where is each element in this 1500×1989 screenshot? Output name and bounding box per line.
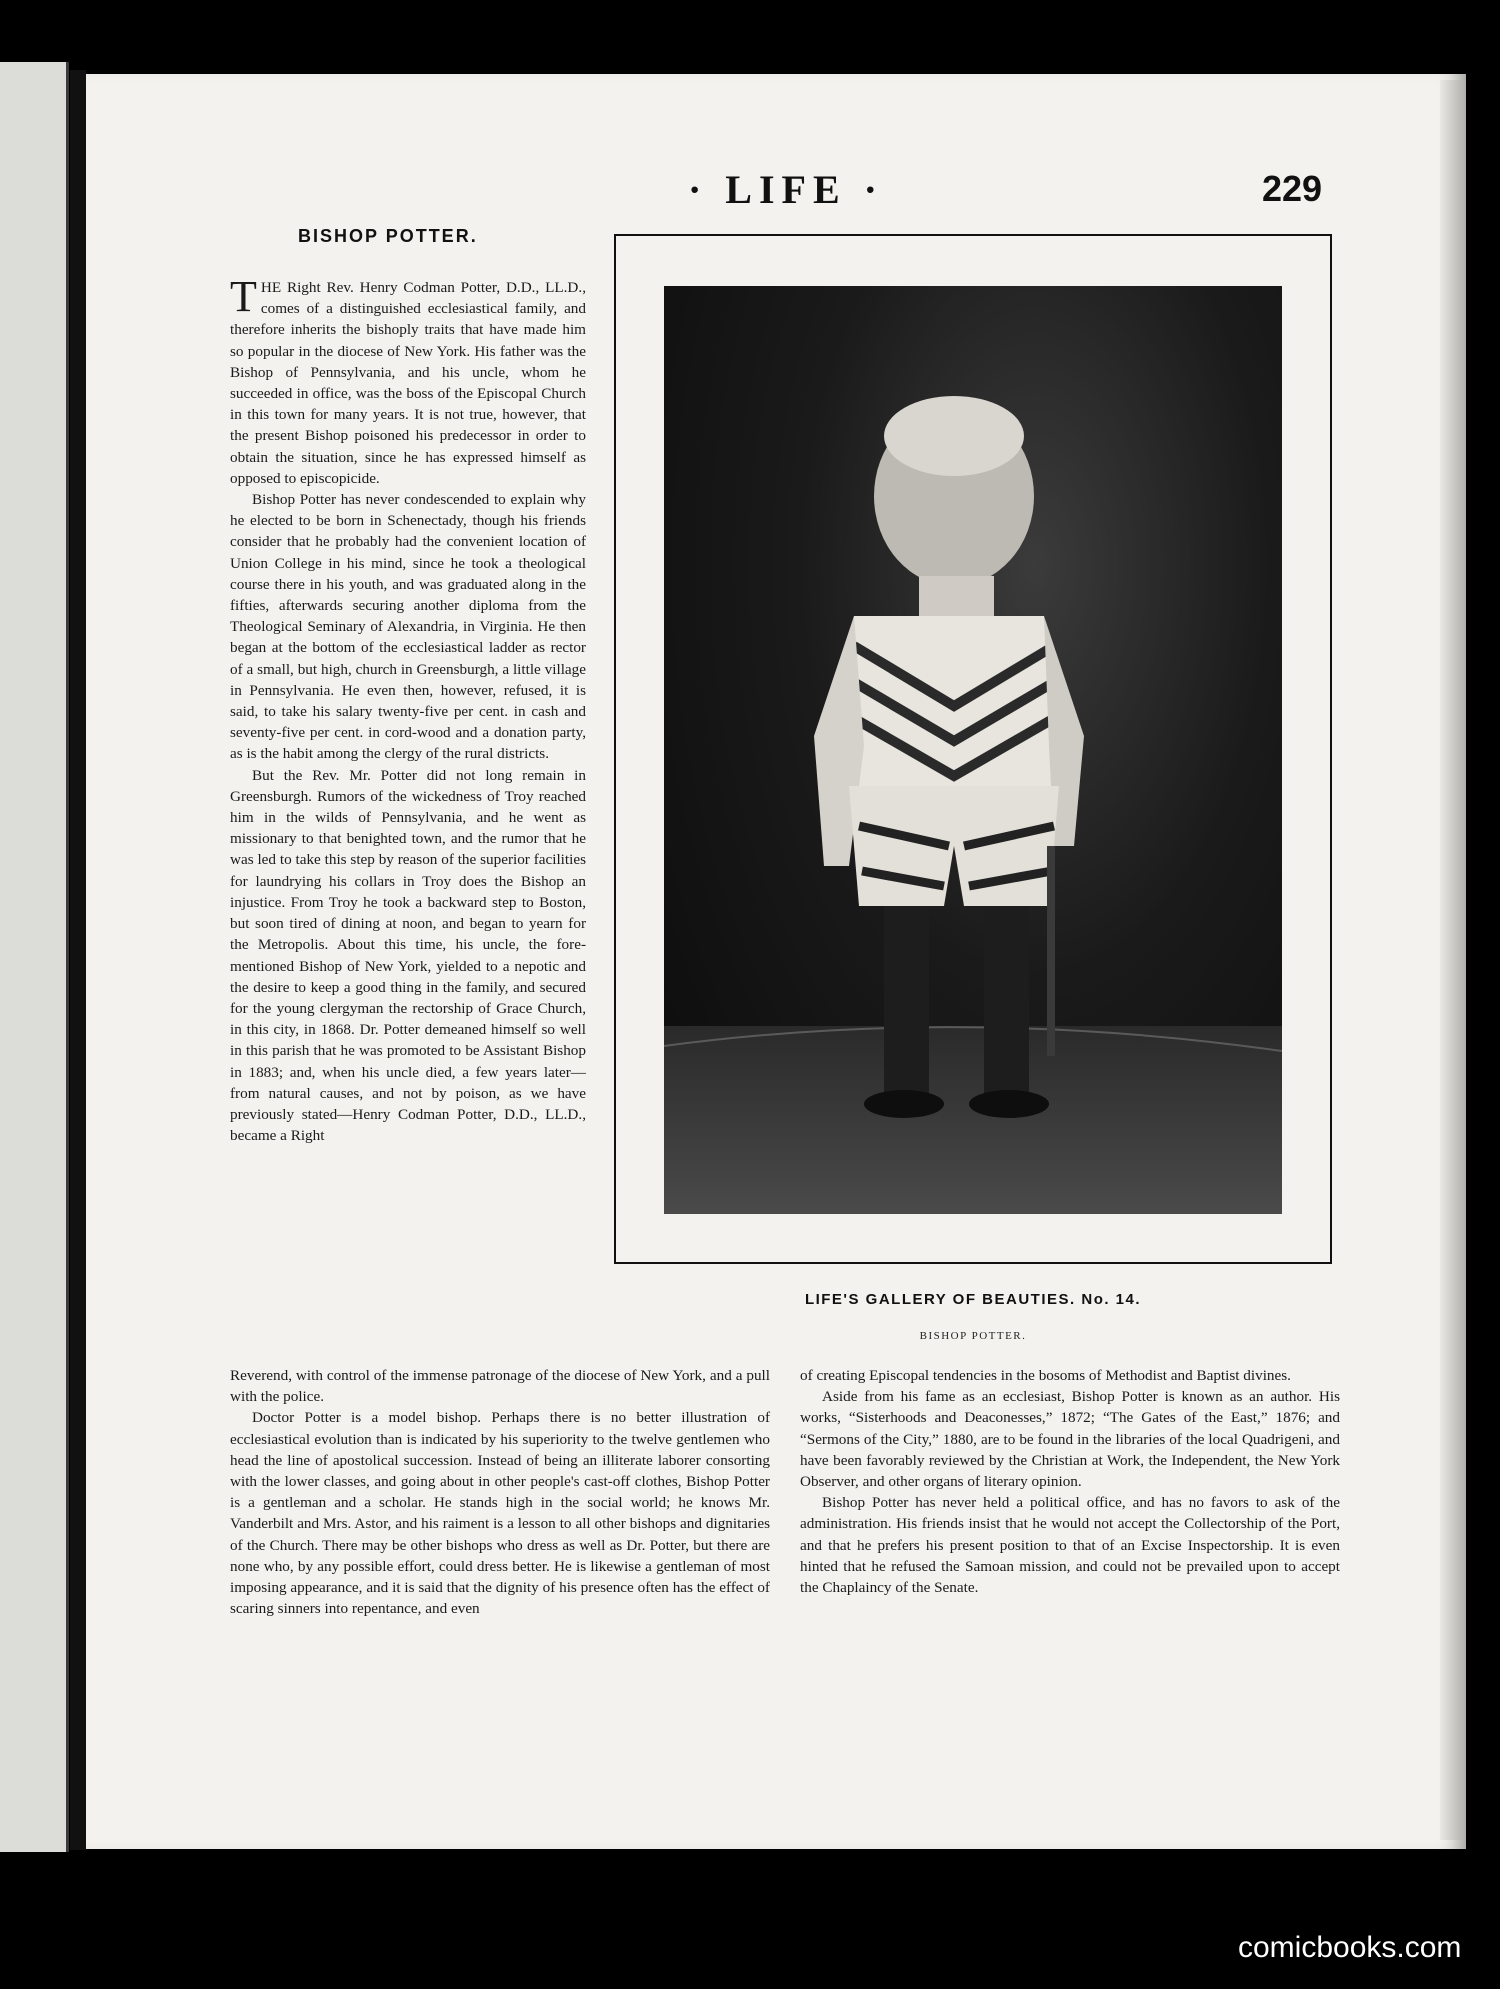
caption-title: LIFE'S GALLERY OF BEAUTIES. No. 14. [804,1291,1142,1308]
article-column-bottom-left [230,1365,770,1619]
drop-cap: T [230,272,257,321]
paragraph-3-continued: Reverend, with control of the immense patronage of the diocese of New York, and a pull with the police. [230,1367,770,1406]
portrait-photograph [664,286,1282,1214]
caption-subtitle: BISHOP POTTER. [919,1330,1027,1342]
article-column-right [800,1365,1340,1598]
book-spine [70,70,86,1850]
paragraph-4: Doctor Potter is a model bishop. Perhaps there is no better illustration of ecclesiastical evolution than is indicated by his superiority to the twelve gentlemen who head the line of apostolical succession. Instead of being an illiterate laborer consorting with the lower classes, and going about in other people's cast-off clothes, Bishop Potter is a gentleman and a scholar. He stands high in the social world; he knows Mr. Vanderbilt and Mrs. Astor, and his raiment is a lesson to all other bishops and dignitaries of the Church. There may be other bishops who dress as well as Dr. Potter, but there are none who, by any possible effort, could dress better. He is likewise a gentleman of most imposing appearance, and it is said that the dignity of his presence often has the effect of scaring sinners into repentance, and even [230,1409,770,1618]
article-column-left [230,272,586,1146]
page-edge-shadow [1440,80,1462,1840]
paragraph-3: But the Rev. Mr. Potter did not long remain in Greensburgh. Rumors of the wickedness of Troy reached him in the wilds of Pennsylvania, and he went as missionary to that benighted town, and the rumor that he was led to take this step by reason of the superior facilities for laundrying his collars in Troy does the Bishop an injustice. From Troy he took a backward step to Boston, but soon tired of dining at noon, and began to yearn for the Metropolis. About this time, his uncle, the fore-mentioned Bishop of New York, yielded to a nepotic and the desire to keep a good thing in the family, and secured for the young clergyman the rectorship of Grace Church, in this city, in 1868. Dr. Potter demeaned himself so well in this parish that he was promoted to be Assistant Bishop in 1883; and, when his uncle died, a few years later—from natural causes, and not by poison, as we have previously stated—Henry Codman Potter, D.D., LL.D., became a Right [230,766,586,1145]
paragraph-4-continued: of creating Episcopal tendencies in the bosoms of Methodist and Baptist divines. [800,1367,1291,1384]
facing-page-edge [0,62,69,1852]
lead-paragraph [230,272,586,489]
paragraph-6: Bishop Potter has never held a political office, and has no favors to ask of the administration. His friends insist that he would not accept the Collectorship of the Port, and that he prefers his present position to that of an Excise Inspectorship. It is even hinted that he refused the Samoan mission, and could not be prevailed upon to accept the Chaplaincy of the Senate. [800,1494,1340,1597]
masthead: · LIFE · [687,167,885,212]
page-number: 229 [1262,168,1323,209]
paragraph-5: Aside from his fame as an ecclesiast, Bishop Potter is known as an author. His works, “Sisterhoods and Deaconesses,” 1872; “The Gates of the East,” 1876; and “Sermons of the City,” 1880, are to be found in the libraries of the local Quadrigeni, and have been favorably reviewed by the Christian at Work, the Independent, the New York Observer, and other organs of literary opinion. [800,1388,1340,1491]
article-headline: BISHOP POTTER. [298,226,478,246]
lead-text: HE Right Rev. Henry Codman Potter, D.D., LL.D., comes of a distinguished ecclesiastical family, and therefore inherits the bishoply traits that have made him so popular in the diocese of New York. His father was the Bishop of Pennsylvania, and his uncle, whom he succeeded in office, was the boss of the Episcopal Church in this town for many years. It is not true, however, that the present Bishop poisoned his predecessor in order to obtain the situation, since he has expressed himself as opposed to episcopicide. [230,279,586,487]
portrait-illustration [664,286,1282,1214]
portrait-frame [614,234,1332,1264]
paragraph-2: Bishop Potter has never condescended to explain why he elected to be born in Schenectady, though his friends consider that he probably had the convenient location of Union College in his mind, since he took a theological course there in his youth, and was graduated along in the fifties, afterwards securing another diploma from the Theological Seminary of Alexandria, in Virginia. He then began at the bottom of the ecclesiastical ladder as rector of a small, but high, church in Greensburgh, a little village in Pennsylvania. He even then, however, refused, it is said, to take his salary twenty-five per cent. in cash and seventy-five per cent. in cord-wood and a donation party, as is the habit among the clergy of the rural districts. [230,491,586,763]
site-watermark: comicbooks.com [1238,1931,1462,1964]
